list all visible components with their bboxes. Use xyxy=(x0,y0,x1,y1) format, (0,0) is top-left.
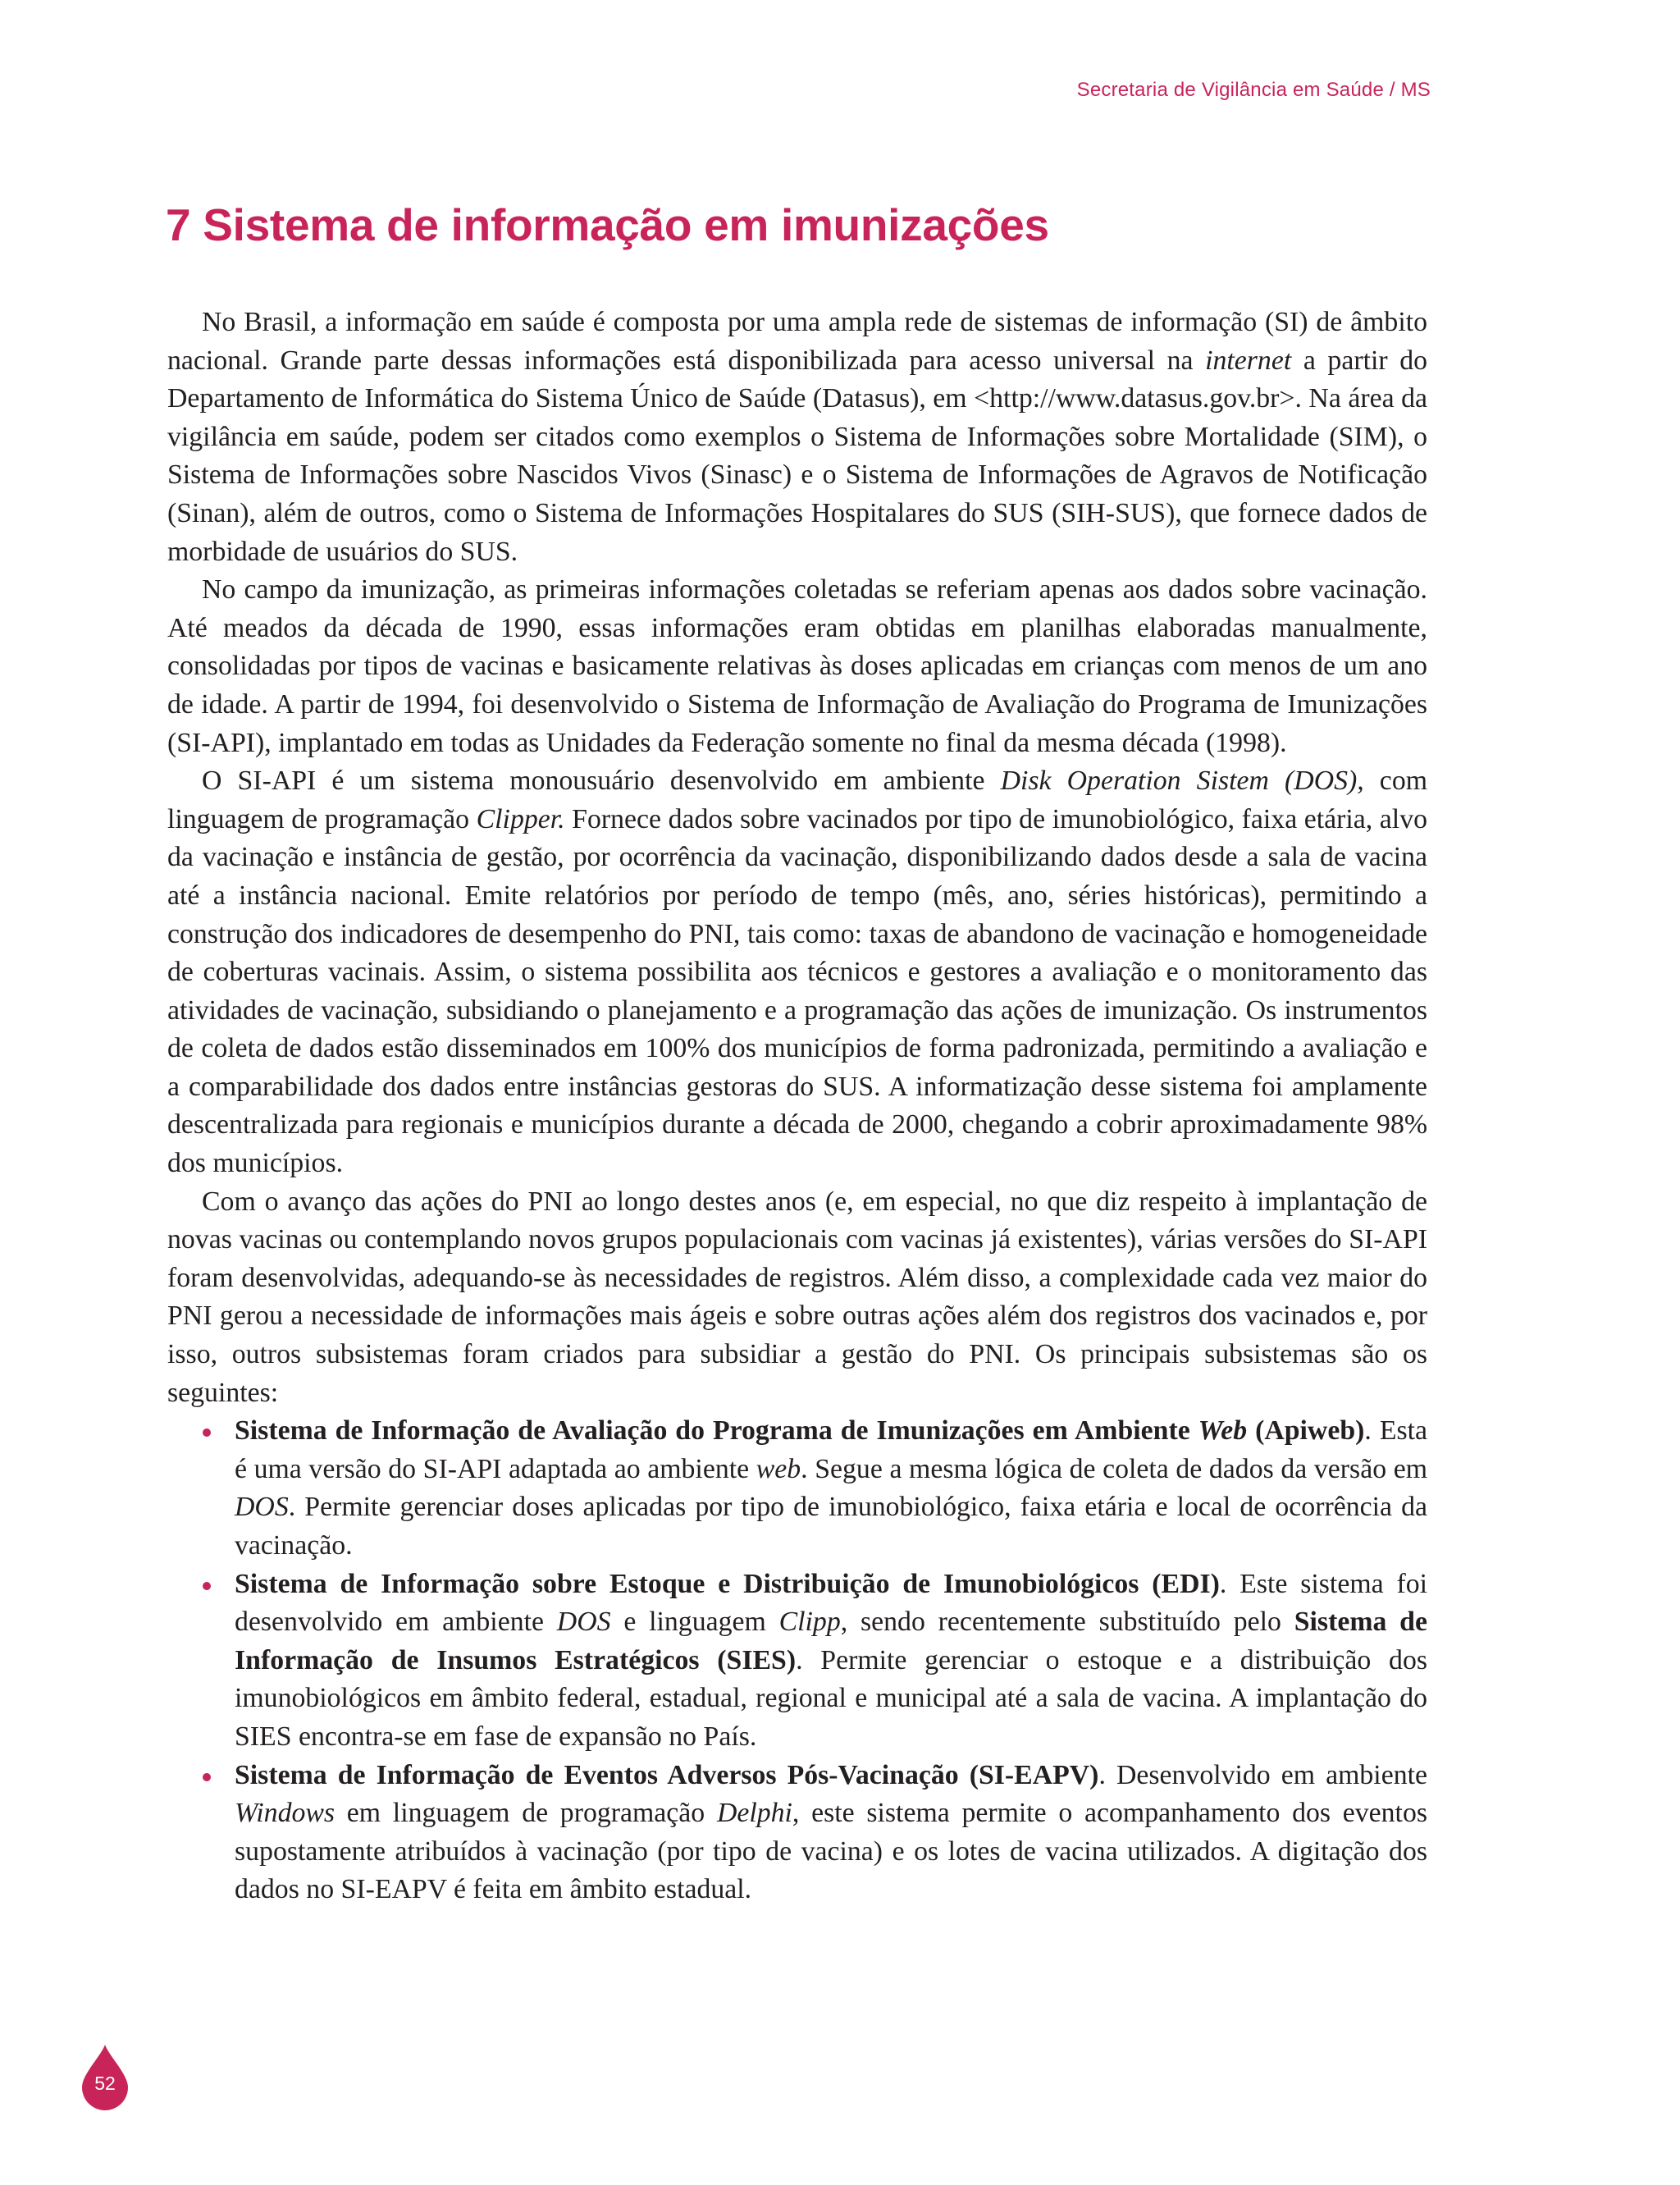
list-item-si-eapv-emphasis-2: Delphi xyxy=(716,1798,792,1829)
list-item-apiweb-title-emphasis: Web xyxy=(1198,1415,1248,1447)
bullet-dot-icon xyxy=(203,1773,211,1781)
list-item-apiweb-emphasis-1: web xyxy=(756,1453,801,1484)
list-item-apiweb-emphasis-2: DOS xyxy=(235,1492,289,1523)
list-item-edi-emphasis-2: Clipp xyxy=(778,1607,841,1638)
list-item-edi-title: Sistema de Informação sobre Estoque e Distribuição de Imunobiológicos (EDI) xyxy=(235,1568,1220,1599)
bullet-dot-icon xyxy=(203,1428,211,1437)
body-text xyxy=(167,304,1427,1909)
list-item-edi-text-2: e linguagem xyxy=(610,1607,779,1638)
list-item-si-eapv-text-1: . Desenvolvido em ambiente xyxy=(1098,1759,1427,1790)
list-item-apiweb-title-text-2: (Apiweb) xyxy=(1247,1415,1365,1447)
paragraph-subsystems-text: Com o avanço das ações do PNI ao longo destes anos (e, em especial, no que diz respeito à implantação de novas vacinas ou contemplando novos grupos populacionais com vacinas já existentes), várias versões do SI-API foram desenvolvidas, adequando-se às necessidades de registros. Além disso, a complexidade cada vez maior do PNI gerou a necessidade de informações mais ágeis e sobre outras ações além dos registros dos vacinados e, por isso, outros subsistemas foram criados para subsidiar a gestão do PNI. Os principais subsistemas são os seguintes: xyxy=(167,1186,1427,1408)
running-header: Secretaria de Vigilância em Saúde / MS xyxy=(1076,79,1431,101)
paragraph-si-api-text-3: Fornece dados sobre vacinados por tipo de imunobiológico, faixa etária, alvo da vacinação e instância de gestão, por ocorrência da vacinação, disponibilizando dados desde a sala de vacina até a instância nacional. Emite relatórios por período de tempo (mês, ano, séries históricas), permitindo a construção dos indicadores de desempenho do PNI, tais como: taxas de abandono de vacinação e homogeneidade de coberturas vacinais. Assim, o sistema possibilita aos técnicos e gestores a avaliação e o monitoramento das atividades de vacinação, subsidiando o planejamento e a programação das ações de imunização. Os instrumentos de coleta de dados estão disseminados em 100% dos municípios de forma padronizada, permitindo a avaliação e a comparabilidade dos dados entre instâncias gestoras do SUS. A informatização desse sistema foi amplamente descentralizada para regionais e municípios durante a década de 2000, chegando a cobrir aproximadamente 98% dos municípios. xyxy=(167,803,1427,1179)
list-item-apiweb-text-3: . Permite gerenciar doses aplicadas por tipo de imunobiológico, faixa etária e local de ocorrência da vacinação. xyxy=(235,1492,1427,1561)
paragraph-si-api-text-1: O SI-API é um sistema monousuário desenvolvido em ambiente xyxy=(202,766,1001,797)
list-item-apiweb xyxy=(235,1412,1427,1565)
list-item-si-eapv-title: Sistema de Informação de Eventos Adversos Pós-Vacinação (SI-EAPV) xyxy=(235,1759,1099,1790)
list-item-apiweb-text-1: . Esta é uma versão do SI-API adaptada ao ambiente xyxy=(235,1415,1428,1484)
paragraph-immunization-history-text: No campo da imunização, as primeiras informações coletadas se referiam apenas aos dados sobre vacinação. Até meados da década de 1990, essas informações eram obtidas em planilhas elaboradas manualmente, consolidadas por tipos de vacinas e basicamente relativas às doses aplicadas em crianças com menos de um ano de idade. A partir de 1994, foi desenvolvido o Sistema de Informação de Avaliação do Programa de Imunizações (SI-API), implantado em todas as Unidades da Federação somente no final da mesma década (1998). xyxy=(167,574,1427,758)
chapter-title: 7 Sistema de informação em imunizações xyxy=(166,199,1049,250)
list-item-si-eapv-emphasis-1: Windows xyxy=(235,1798,336,1829)
bullet-dot-icon xyxy=(203,1582,211,1590)
list-item-edi xyxy=(235,1566,1427,1757)
list-item-edi-text-4: . Permite gerenciar o estoque e a distribuição dos imunobiológicos em âmbito federal, estadual, regional e municipal até a sala de vacina. A implantação do SIES encontra-se em fase de expansão no País. xyxy=(235,1644,1428,1752)
list-item-si-eapv-text-3: , este sistema permite o acompanhamento dos eventos supostamente atribuídos à vacinação (por tipo de vacina) e os lotes de vacina utilizados. A digitação dos dados no SI-EAPV é feita em âmbito estadual. xyxy=(235,1798,1427,1905)
list-item-si-eapv-text-2: em linguagem de programação xyxy=(335,1798,717,1829)
list-item-edi-text-3: , sendo recentemente substituído pelo xyxy=(840,1607,1294,1638)
paragraph-intro xyxy=(167,304,1427,571)
paragraph-immunization-history xyxy=(167,571,1427,762)
paragraph-subsystems xyxy=(167,1183,1427,1413)
paragraph-intro-text-1: No Brasil, a informação em saúde é composta por uma ampla rede de sistemas de informação (SI) de âmbito nacional. Grande parte dessas informações está disponibilizada para acesso universal na xyxy=(167,307,1427,376)
list-item-edi-text-1: . Este sistema foi desenvolvido em ambiente xyxy=(235,1568,1427,1638)
list-item-apiweb-text-2: . Segue a mesma lógica de coleta de dados da versão em xyxy=(801,1453,1427,1484)
list-item-edi-sies-title: Sistema de Informação de Insumos Estratégicos (SIES) xyxy=(235,1607,1427,1675)
subsystems-list xyxy=(167,1412,1427,1909)
paragraph-si-api-emphasis-1: Disk Operation Sistem (DOS), xyxy=(1000,766,1364,797)
list-item-si-eapv xyxy=(235,1757,1427,1909)
paragraph-si-api-emphasis-2: Clipper. xyxy=(476,803,565,834)
paragraph-intro-text-2: a partir do Departamento de Informática do Sistema Único de Saúde (Datasus), em <http://www.datasus.gov.br>. Na área da vigilância em saúde, podem ser citados como exemplos o Sistema de Informações sobre Mortalidade (SIM), o Sistema de Informações sobre Nascidos Vivos (Sinasc) e o Sistema de Informações de Agravos de Notificação (Sinan), além de outros, como o Sistema de Informações Hospitalares do SUS (SIH-SUS), que fornece dados de morbidade de usuários do SUS. xyxy=(167,345,1427,567)
list-item-edi-emphasis-1: DOS xyxy=(556,1607,611,1638)
list-item-apiweb-title xyxy=(235,1415,1364,1446)
paragraph-intro-emphasis: internet xyxy=(1205,345,1292,376)
list-item-apiweb-title-text-1: Sistema de Informação de Avaliação do Programa de Imunizações em Ambiente xyxy=(235,1415,1198,1447)
paragraph-si-api xyxy=(167,762,1427,1183)
page-number: 52 xyxy=(94,2073,116,2094)
page-marker xyxy=(77,2043,133,2110)
paragraph-si-api-text-2: com linguagem de programação xyxy=(167,766,1427,834)
